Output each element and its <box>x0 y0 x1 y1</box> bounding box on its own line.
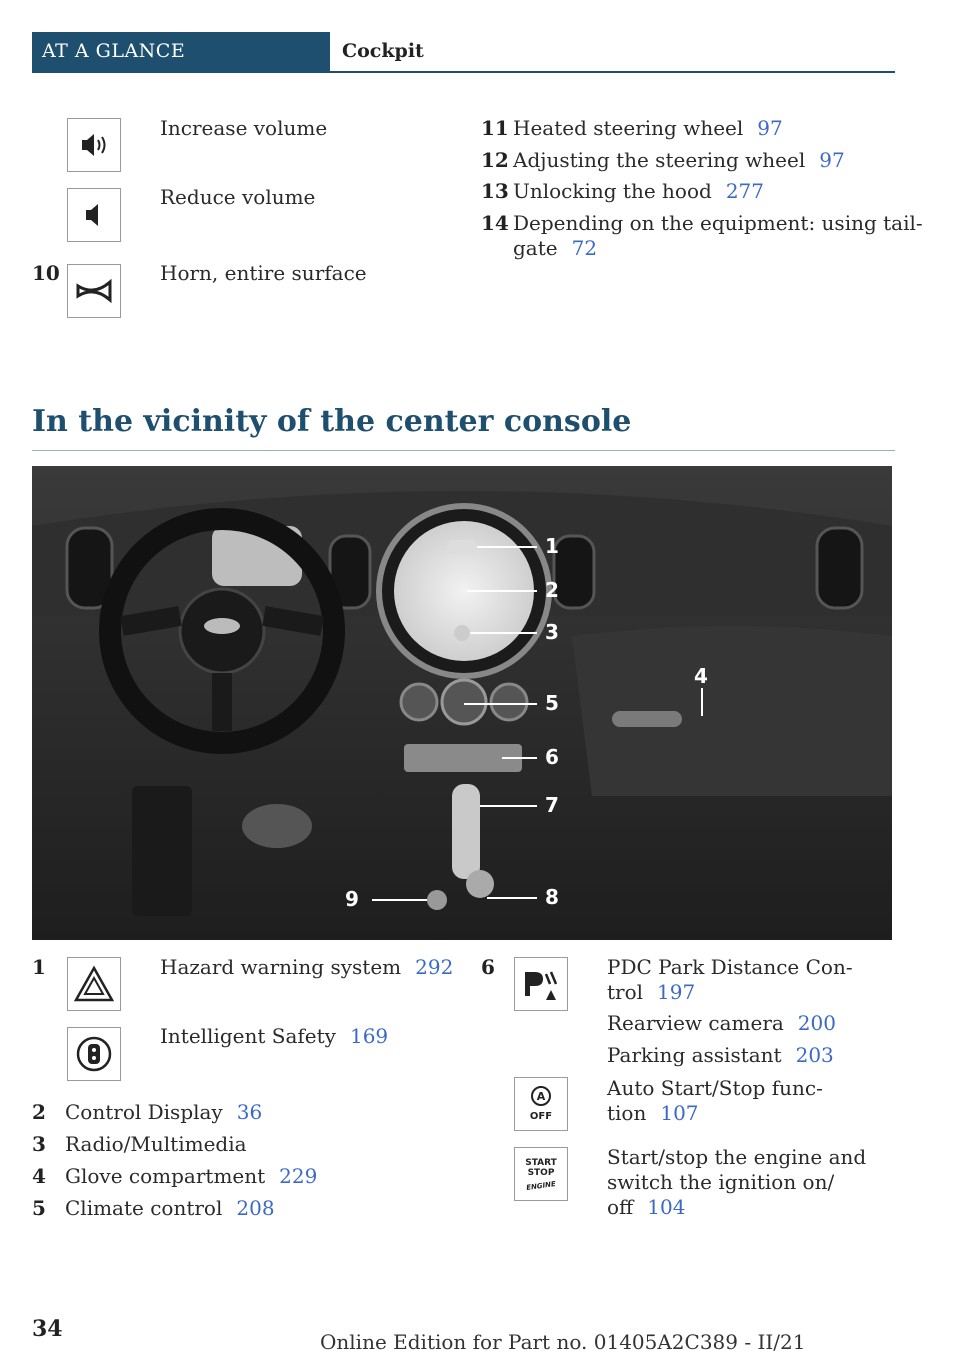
auto-start-stop-icon <box>514 1077 568 1131</box>
section-title: In the vicinity of the center console <box>32 404 632 439</box>
callout-6: 6 <box>545 745 559 769</box>
page-reference-link[interactable]: 292 <box>415 955 454 979</box>
page-reference-link[interactable]: 104 <box>647 1195 686 1219</box>
reduce-volume-label: Reduce volume <box>160 185 316 209</box>
control-display-item <box>65 1100 262 1125</box>
item-label: Rearview camera <box>607 1011 784 1035</box>
item-label: Glove compartment <box>65 1164 266 1188</box>
callout-2: 2 <box>545 578 559 602</box>
callout-7: 7 <box>545 793 559 817</box>
page-number: 34 <box>32 1316 63 1342</box>
stop-icon-text: STOP <box>527 1168 555 1178</box>
item-number-4: 4 <box>32 1164 46 1188</box>
intelligent-safety-item <box>160 1024 388 1049</box>
page-reference-link[interactable]: 229 <box>279 1164 318 1188</box>
item-label: Adjusting the steering wheel <box>513 148 806 172</box>
radio-multimedia-item: Radio/Multimedia <box>65 1132 247 1156</box>
callout-3: 3 <box>545 620 559 644</box>
item-label-cont: switch the ignition on/ <box>607 1170 835 1194</box>
horn-label: Horn, entire surface <box>160 261 367 285</box>
callout-8: 8 <box>545 885 559 909</box>
callout-4: 4 <box>694 664 708 688</box>
item-number-2: 2 <box>32 1100 46 1124</box>
item-label-cont: off <box>607 1195 634 1219</box>
page-reference-link[interactable]: 277 <box>725 179 764 203</box>
item-label: Parking assistant <box>607 1043 782 1067</box>
header-section-label: AT A GLANCE <box>32 32 330 71</box>
item-number-11: 11 <box>481 116 509 140</box>
parking-assistant-item <box>607 1043 834 1068</box>
callout-1: 1 <box>545 534 559 558</box>
item-number-6: 6 <box>481 955 495 979</box>
page-header <box>32 32 895 73</box>
item-number-3: 3 <box>32 1132 46 1156</box>
callout-5: 5 <box>545 691 559 715</box>
pdc-item <box>607 955 853 1005</box>
glove-compartment-item <box>65 1164 317 1189</box>
footer-edition: Online Edition for Part no. 01405A2C389 - II/21 <box>320 1330 806 1354</box>
horn-icon <box>67 264 121 318</box>
auto-icon-off: OFF <box>529 1111 553 1122</box>
item-label-cont: trol <box>607 980 644 1004</box>
tailgate-item <box>513 211 923 261</box>
item-label: Start/stop the engine and <box>607 1145 867 1169</box>
hazard-triangle-icon <box>67 957 121 1011</box>
item-number-12: 12 <box>481 148 509 172</box>
item-label: Intelligent Safety <box>160 1024 336 1048</box>
item-label-cont: tion <box>607 1101 647 1125</box>
start-icon-text: START <box>525 1158 557 1168</box>
page-reference-link[interactable]: 203 <box>795 1043 834 1067</box>
volume-up-icon <box>67 118 121 172</box>
auto-start-stop-item <box>607 1076 823 1126</box>
item-label: Unlocking the hood <box>513 179 712 203</box>
section-divider <box>32 450 895 451</box>
page-reference-link[interactable]: 197 <box>657 980 696 1004</box>
item-label: PDC Park Distance Con- <box>607 955 853 979</box>
volume-down-icon <box>67 188 121 242</box>
engine-icon-text: ENGINE <box>525 1179 557 1193</box>
pdc-icon <box>514 957 568 1011</box>
page-reference-link[interactable]: 72 <box>571 236 598 260</box>
adjust-steering-wheel-item <box>513 148 845 173</box>
item-label: Control Display <box>65 1100 223 1124</box>
unlock-hood-item <box>513 179 764 204</box>
item-number-10: 10 <box>32 261 60 285</box>
intelligent-safety-icon <box>67 1027 121 1081</box>
page-reference-link[interactable]: 97 <box>757 116 783 140</box>
item-label-cont: gate <box>513 236 558 260</box>
item-number-14: 14 <box>481 211 509 235</box>
center-console-photo <box>32 466 892 940</box>
page-reference-link[interactable]: 36 <box>236 1100 263 1124</box>
increase-volume-label: Increase volume <box>160 116 328 140</box>
hazard-warning-item <box>160 955 453 980</box>
item-number-1: 1 <box>32 955 46 979</box>
item-label: Depending on the equipment: using tail- <box>513 211 923 235</box>
page-reference-link[interactable]: 107 <box>660 1101 699 1125</box>
item-label: Heated steering wheel <box>513 116 744 140</box>
page-reference-link[interactable]: 97 <box>819 148 845 172</box>
start-stop-engine-item <box>607 1145 866 1220</box>
page-reference-link[interactable]: 200 <box>797 1011 836 1035</box>
page-reference-link[interactable]: 169 <box>349 1024 389 1048</box>
item-label: Auto Start/Stop func- <box>607 1076 823 1100</box>
rearview-camera-item <box>607 1011 836 1036</box>
start-stop-engine-icon <box>514 1147 568 1201</box>
callout-9: 9 <box>345 887 359 911</box>
heated-steering-wheel-item <box>513 116 783 141</box>
item-number-13: 13 <box>481 179 509 203</box>
item-label: Climate control <box>65 1196 223 1220</box>
climate-control-item <box>65 1196 275 1221</box>
page-reference-link[interactable]: 208 <box>236 1196 275 1220</box>
header-chapter-label: Cockpit <box>342 40 424 62</box>
auto-icon-letter: A <box>536 1090 546 1103</box>
item-number-5: 5 <box>32 1196 46 1220</box>
item-label: Hazard warning system <box>160 955 402 979</box>
